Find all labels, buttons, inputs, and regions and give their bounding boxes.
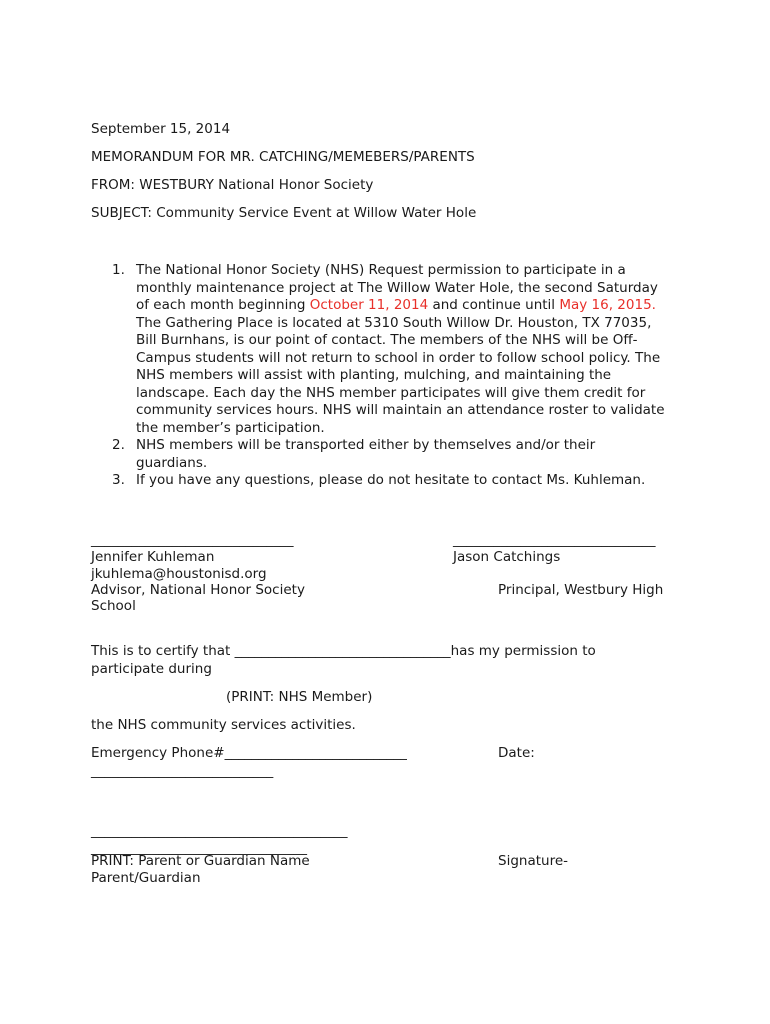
print-nhs-member-label: (PRINT: NHS Member): [226, 689, 373, 705]
item-1-text: of each month beginning: [136, 297, 310, 313]
advisor-title-school: School: [91, 598, 136, 614]
list-item-1: [108, 262, 688, 437]
advisor-title: Advisor, National Honor Society: [91, 582, 305, 598]
end-date: May 16, 2015.: [559, 297, 656, 313]
start-date: October 11, 2014: [309, 297, 429, 313]
item-3-line: If you have any questions, please do not hesitate to contact Ms. Kuhleman.: [136, 472, 646, 488]
numbered-list: [108, 262, 688, 490]
advisor-name: Jennifer Kuhleman: [91, 549, 215, 565]
item-1-line: Campus students will not return to school in order to follow school policy. The: [136, 349, 661, 366]
date-line: ___________________________: [91, 763, 274, 779]
advisor-email: jkuhlema@houstonisd.org: [91, 566, 267, 582]
guardian-print-label: PRINT: Parent or Guardian Name: [91, 853, 310, 869]
memo-date: September 15, 2014: [91, 121, 231, 137]
memo-subject: SUBJECT: Community Service Event at Willow Water Hole: [91, 205, 477, 221]
item-1-line: NHS members will assist with planting, mulching, and maintaining the: [136, 367, 612, 383]
guardian-signature-label-2: Parent/Guardian: [91, 870, 201, 886]
certify-line-2: participate during: [91, 661, 212, 677]
list-number: 2.: [112, 437, 125, 453]
guardian-signature-label: Signature-: [498, 853, 568, 869]
item-1-line: The National Honor Society (NHS) Request permission to participate in a: [136, 262, 626, 278]
principal-name: Jason Catchings: [453, 549, 561, 565]
list-number: 1.: [112, 262, 125, 278]
item-1-line: Bill Burnhans, is our point of contact. The members of the NHS will be Off-: [136, 332, 638, 348]
emergency-phone-field: Emergency Phone#___________________________: [91, 745, 407, 761]
guardian-name-line: ______________________________________: [91, 823, 348, 839]
item-2-line: NHS members will be transported either by themselves and/or their: [136, 437, 596, 453]
principal-signature-line: ______________________________: [453, 532, 656, 548]
item-1-line: monthly maintenance project at The Willow Water Hole, the second Saturday: [136, 279, 658, 296]
item-1-line: [136, 297, 688, 315]
certify-line: This is to certify that ________________________________has my permission to: [91, 643, 596, 659]
list-item-2: [108, 437, 688, 472]
date-label: Date:: [498, 745, 535, 761]
list-item-3: [108, 472, 688, 490]
item-1-line: the member’s participation.: [136, 419, 325, 436]
item-1-line: The Gathering Place is located at 5310 South Willow Dr. Houston, TX 77035,: [136, 314, 652, 331]
memo-for: MEMORANDUM FOR MR. CATCHING/MEMEBERS/PARENTS: [91, 149, 475, 165]
item-1-line: community services hours. NHS will maintain an attendance roster to validate: [136, 402, 665, 418]
advisor-signature-line: ______________________________: [91, 532, 294, 548]
certify-line-3: the NHS community services activities.: [91, 717, 356, 733]
memo-from: FROM: WESTBURY National Honor Society: [91, 177, 374, 193]
principal-title: Principal, Westbury High: [498, 582, 664, 598]
item-1-line: landscape. Each day the NHS member participates will give them credit for: [136, 384, 646, 401]
item-1-text: and continue until: [428, 297, 560, 313]
item-2-line: guardians.: [136, 454, 208, 471]
list-number: 3.: [112, 472, 125, 488]
guardian-signature-line: ________________________________: [91, 840, 307, 856]
